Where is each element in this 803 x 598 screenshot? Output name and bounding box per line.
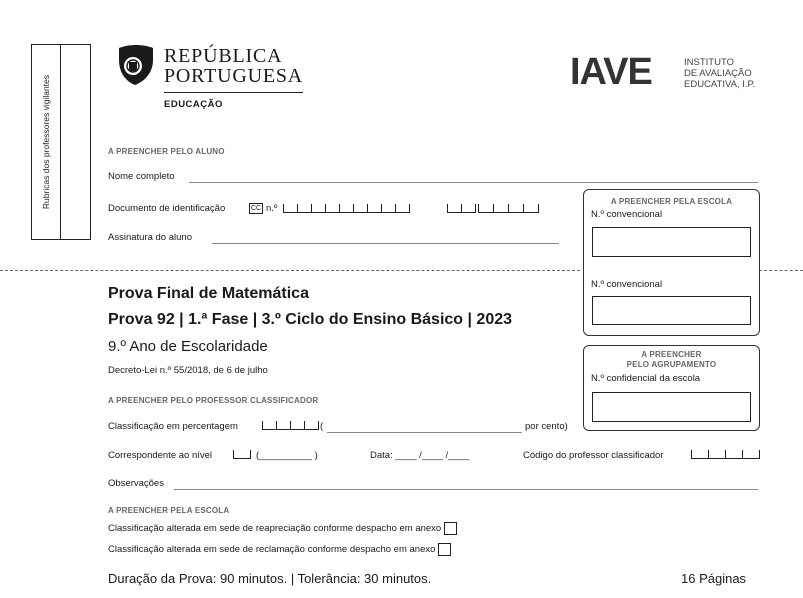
- agrupamento-field-input[interactable]: [592, 392, 751, 422]
- numero-label: n.º: [266, 203, 278, 214]
- exam-title: Prova Final de Matemática: [108, 285, 309, 302]
- observacoes-label: Observações: [108, 478, 164, 489]
- rubricas-label: Rubricas dos professores vigilantes: [41, 74, 51, 210]
- escola-field2-label: N.º convencional: [591, 279, 663, 290]
- aluno-section-title: A PREENCHER PELO ALUNO: [108, 147, 225, 156]
- doc-number-cells[interactable]: [283, 204, 410, 213]
- por-cento-label: por cento): [525, 421, 568, 432]
- exam-ano: 9.º Ano de Escolaridade: [108, 338, 268, 355]
- doc-label: Documento de identificação: [108, 203, 226, 214]
- classificacao-paren-open: (: [320, 421, 324, 432]
- codigo-label: Código do professor classificador: [523, 450, 664, 461]
- republica-line1: REPÚBLICA: [164, 45, 283, 67]
- reclamacao-row: [108, 543, 451, 556]
- exam-decreto: Decreto-Lei n.º 55/2018, de 6 de julho: [108, 365, 268, 376]
- cc-label: CC: [251, 205, 262, 212]
- escola-footer-title: A PREENCHER PELA ESCOLA: [108, 506, 230, 515]
- educacao-label: EDUCAÇÃO: [164, 99, 223, 110]
- assinatura-label: Assinatura do aluno: [108, 232, 192, 243]
- data-field[interactable]: Data: ____ /____ /____: [370, 450, 470, 461]
- nivel-cell[interactable]: [233, 450, 251, 459]
- iave-wordmark-text: IAVE: [570, 51, 652, 93]
- escola-field1-input[interactable]: [592, 227, 751, 257]
- agrupamento-title2: PELO AGRUPAMENTO: [626, 360, 717, 369]
- agrupamento-title1: A PREENCHER: [641, 350, 702, 359]
- classificacao-label: Classificação em percentagem: [108, 421, 238, 432]
- doc-check-cells[interactable]: [447, 204, 476, 213]
- rubricas-box[interactable]: [31, 44, 91, 240]
- republica-logo: [117, 42, 307, 116]
- reapreciacao-checkbox[interactable]: [444, 522, 457, 535]
- nivel-paren[interactable]: (__________ ): [256, 450, 318, 461]
- escola-field2-input[interactable]: [592, 296, 751, 325]
- iave-wordmark: [570, 51, 652, 94]
- cc-badge: [249, 203, 263, 214]
- observacoes-field[interactable]: [174, 489, 758, 490]
- assinatura-field[interactable]: [212, 243, 559, 244]
- nome-field[interactable]: [189, 182, 758, 183]
- nivel-label: Correspondente ao nível: [108, 450, 213, 461]
- codigo-cells[interactable]: [691, 450, 760, 459]
- classificador-section-title: A PREENCHER PELO PROFESSOR CLASSIFICADOR: [108, 396, 319, 405]
- exam-subtitle: Prova 92 | 1.ª Fase | 3.º Ciclo do Ensino Básico | 2023: [108, 311, 513, 328]
- reapreciacao-label: Classificação alterada em sede de reapreciação conforme despacho em anexo: [108, 523, 442, 535]
- classificacao-extenso-field[interactable]: [327, 432, 522, 433]
- duracao-label: Duração da Prova: 90 minutos. | Tolerância: 30 minutos.: [108, 571, 432, 586]
- reclamacao-label: Classificação alterada em sede de reclamação conforme despacho em anexo: [108, 544, 436, 556]
- escola-panel-title: A PREENCHER PELA ESCOLA: [610, 197, 733, 206]
- reclamacao-checkbox[interactable]: [438, 543, 451, 556]
- nome-label: Nome completo: [108, 171, 175, 182]
- classificacao-cells[interactable]: [262, 421, 319, 430]
- iave-line1: INSTITUTO: [684, 57, 734, 68]
- iave-line3: EDUCATIVA, I.P.: [684, 79, 756, 90]
- agrupamento-field-label: N.º confidencial da escola: [591, 373, 701, 384]
- rubricas-divider: [60, 45, 61, 239]
- republica-emblem-icon: [117, 44, 155, 86]
- paginas-label: 16 Páginas: [681, 571, 747, 586]
- republica-divider: [164, 92, 303, 93]
- agrupamento-panel: [583, 345, 760, 431]
- escola-panel: [583, 189, 760, 336]
- iave-line2: DE AVALIAÇÃO: [684, 68, 752, 79]
- reapreciacao-row: [108, 522, 457, 535]
- doc-version-cells[interactable]: [478, 204, 539, 213]
- republica-line2: PORTUGUESA: [164, 65, 304, 87]
- cut-line-left: [0, 270, 580, 271]
- escola-field1-label: N.º convencional: [591, 209, 663, 220]
- iave-logo: [570, 51, 770, 95]
- cut-line-right: [759, 270, 803, 271]
